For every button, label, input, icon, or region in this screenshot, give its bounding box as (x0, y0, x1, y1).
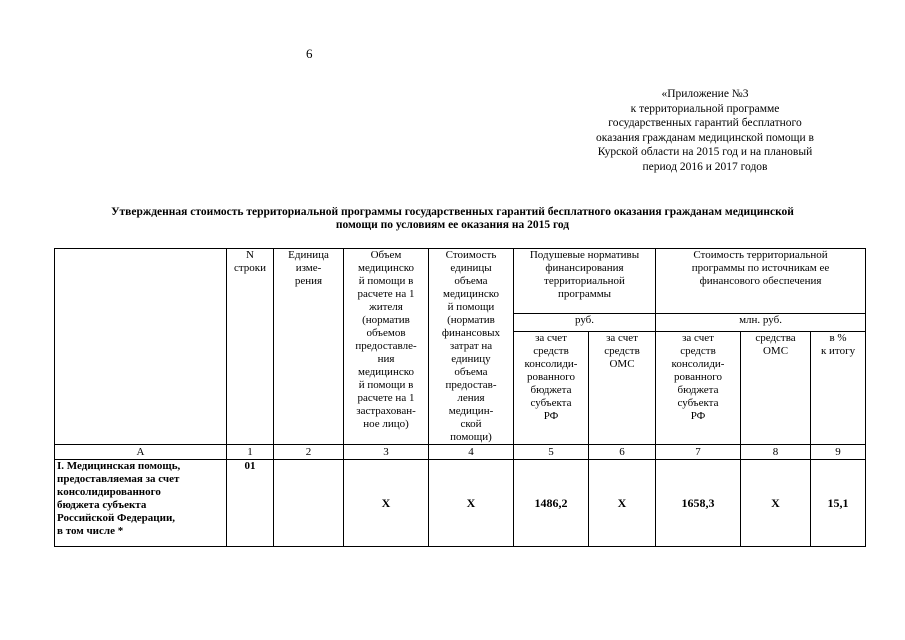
appendix-line: Курской области на 2015 год и на плановый (597, 146, 813, 158)
row-oms-total: Х (741, 460, 811, 547)
column-number: 7 (656, 445, 741, 460)
row-code: 01 (227, 460, 274, 547)
header-percent: в % к итогу (811, 331, 866, 444)
column-number-row (55, 445, 866, 460)
row-oms-per-capita: Х (589, 460, 656, 547)
header-row (55, 249, 866, 314)
header-volume: Объем медицинско й помощи в расчете на 1 жителя (норматив объемов предоставле- ния медицинско й помощи в расчете на 1 застрахован- ное лицо) (344, 249, 429, 445)
column-number: 6 (589, 445, 656, 460)
column-number: 8 (741, 445, 811, 460)
row-budget-total: 1658,3 (656, 460, 741, 547)
header-unit: Единица изме- рения (274, 249, 344, 445)
row-unit (274, 460, 344, 547)
page-number: 6 (306, 46, 313, 61)
column-number: 3 (344, 445, 429, 460)
appendix-line: государственных гарантий бесплатного (608, 117, 802, 129)
header-unit-cost: Стоимость единицы объема медицинско й помощи (норматив финансовых затрат на единицу объема предостав- ления медицин- ской помощи) (429, 249, 514, 445)
table-row (55, 460, 866, 547)
appendix-line: к территориальной программе (630, 102, 780, 115)
appendix-line: «Приложение №3 (661, 88, 749, 100)
column-number: 2 (274, 445, 344, 460)
row-budget-per-capita: 1486,2 (514, 460, 589, 547)
header-budget-total: за счет средств консолиди- рованного бюджета субъекта РФ (656, 331, 741, 444)
column-number: 4 (429, 445, 514, 460)
header-budget-per-capita: за счет средств консолиди- рованного бюджета субъекта РФ (514, 331, 589, 444)
appendix-line: оказания гражданам медицинской помощи в (596, 131, 814, 144)
row-volume: Х (344, 460, 429, 547)
header-rub: руб. (514, 314, 656, 331)
column-number: 9 (811, 445, 866, 460)
appendix-heading (585, 87, 825, 174)
document-title-line: Утвержденная стоимость территориальной программы государственных гарантий бесплатного оказания гражданам медицинской (111, 206, 794, 218)
column-number: 1 (227, 445, 274, 460)
column-number: А (55, 445, 227, 460)
header-per-capita: Подушевые нормативы финансирования территориальной программы (514, 249, 656, 314)
column-number: 5 (514, 445, 589, 460)
document-title-line: помощи по условиям ее оказания на 2015 год (335, 219, 570, 231)
row-unit-cost: Х (429, 460, 514, 547)
cost-table (54, 248, 866, 547)
header-mln-rub: млн. руб. (656, 314, 866, 331)
header-program-cost: Стоимость территориальной программы по источникам ее финансового обеспечения (656, 249, 866, 314)
header-cell-empty (55, 249, 227, 445)
row-percent: 15,1 (811, 460, 866, 547)
header-row-number: N строки (227, 249, 274, 445)
header-oms-per-capita: за счет средств ОМС (589, 331, 656, 444)
document-title (60, 206, 845, 232)
header-oms-total: средства ОМС (741, 331, 811, 444)
row-label: I. Медицинская помощь, предоставляемая за счет консолидированного бюджета субъекта Российской Федерации, в том числе * (55, 460, 227, 547)
appendix-line: период 2016 и 2017 годов (642, 160, 768, 173)
